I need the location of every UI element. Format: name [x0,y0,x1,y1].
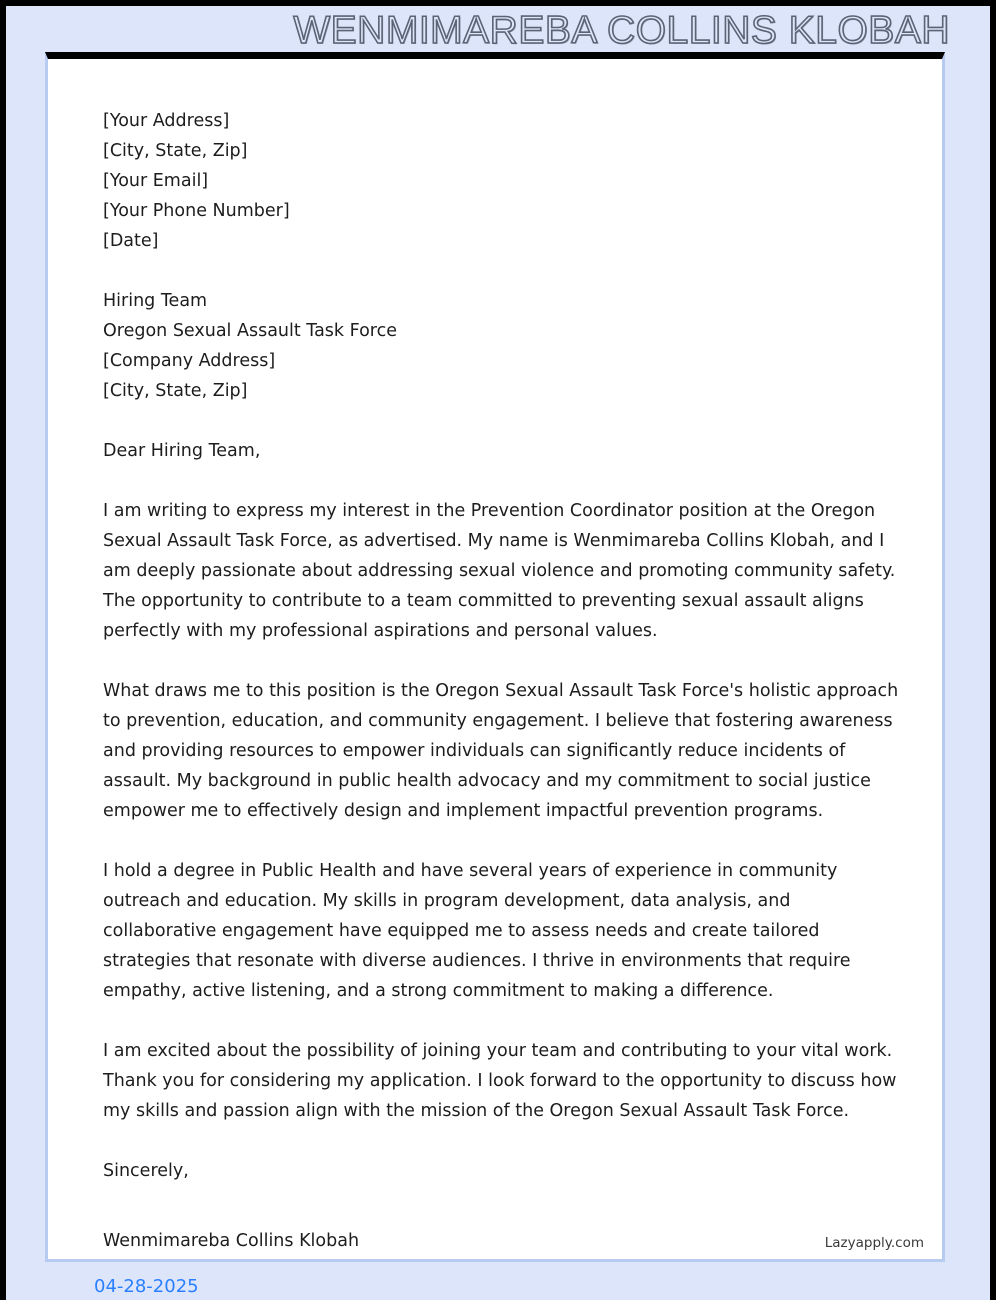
spacer [103,826,903,856]
spacer [103,406,903,436]
recipient-line: [City, State, Zip] [103,381,248,401]
recipient-line: Oregon Sexual Assault Task Force [103,321,397,341]
sender-address-block [103,106,903,256]
recipient-address-block [103,286,903,406]
signature-date: 04-28-2025 [94,1276,199,1297]
body-paragraph: What draws me to this position is the Oregon Sexual Assault Task Force's holistic approach to prevention, education, and community engagement. I believe that fostering awareness and providing resources to empower individuals can significantly reduce incidents of assault. My background in public health advocacy and my commitment to social justice empower me to effectively design and implement impactful prevention programs. [103,681,899,821]
spacer [103,1126,903,1156]
spacer [103,256,903,286]
spacer [103,1006,903,1036]
sender-line: [Date] [103,231,159,251]
letter-body [103,106,903,1186]
footer-watermark: Lazyapply.com [824,1235,924,1251]
sender-line: [Your Email] [103,171,209,191]
document-paper-background [6,6,990,1300]
sender-line: [Your Address] [103,111,230,131]
letter-page [45,52,945,1262]
valediction: Sincerely, [103,1161,189,1181]
body-paragraph: I hold a degree in Public Health and have several years of experience in community outreach and education. My skills in program development, data analysis, and collaborative engagement have equipped me to assess needs and create tailored strategies that resonate with diverse audiences. I thrive in environments that require empathy, active listening, and a strong commitment to making a difference. [103,861,851,1001]
document-header-band [6,6,990,52]
recipient-line: [Company Address] [103,351,276,371]
page-title: WENMIMAREBA COLLINS KLOBAH [293,9,950,52]
body-paragraph: I am excited about the possibility of joining your team and contributing to your vital work. Thank you for considering my application. I look forward to the opportunity to discuss how my skills and passion align with the mission of the Oregon Sexual Assault Task Force. [103,1041,897,1121]
sender-line: [City, State, Zip] [103,141,248,161]
body-paragraph: I am writing to express my interest in the Prevention Coordinator position at the Oregon Sexual Assault Task Force, as advertised. My name is Wenmimareba Collins Klobah, and I am deeply passionate about addressing sexual violence and promoting community safety. The opportunity to contribute to a team committed to preventing sexual assault aligns perfectly with my professional aspirations and personal values. [103,501,896,641]
salutation: Dear Hiring Team, [103,441,261,461]
spacer [103,466,903,496]
recipient-line: Hiring Team [103,291,208,311]
sender-line: [Your Phone Number] [103,201,290,221]
spacer [103,646,903,676]
signature-name: Wenmimareba Collins Klobah [103,1231,360,1251]
